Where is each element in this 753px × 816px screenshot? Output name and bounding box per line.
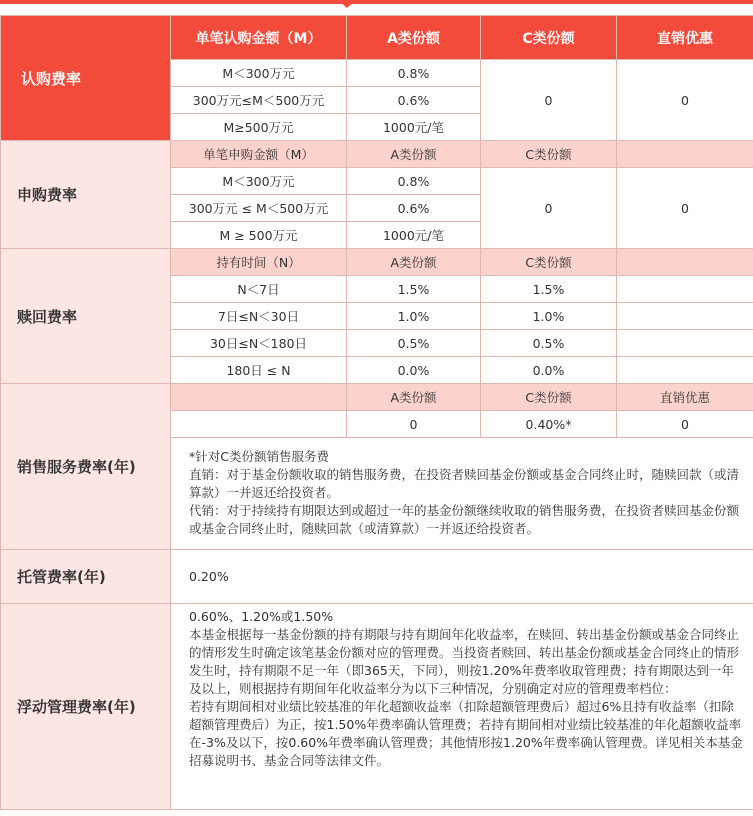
redemption-period: 7日≤N＜30日 [171, 303, 347, 330]
purchase-range: 300万元 ≤ M＜500万元 [171, 195, 347, 222]
sales-header-blank [171, 384, 347, 411]
redemption-header-period: 持有时间（N） [171, 249, 347, 276]
sales-blank [171, 411, 347, 438]
redemption-header-a: A类份额 [347, 249, 481, 276]
sales-c: 0.40%* [481, 411, 617, 438]
redemption-a: 1.5% [347, 276, 481, 303]
redemption-header-direct [617, 249, 753, 276]
top-accent-bar [0, 0, 753, 15]
header-direct: 直销优惠 [617, 16, 753, 60]
sales-note: 代销：对于持续持有期限达到或超过一年的基金份额继续收取的销售服务费，在投资者赎回基金份额或基金合同终止时，随赎回款（或清算款）一并返还给投资者。 [189, 503, 740, 536]
purchase-header-a: A类份额 [347, 141, 481, 168]
purchase-c: 0 [481, 168, 617, 249]
redemption-c: 1.5% [481, 276, 617, 303]
subscription-range: M≥500万元 [171, 114, 347, 141]
subscription-range: 300万元≤M＜500万元 [171, 87, 347, 114]
floating-mgmt-label: 浮动管理费率(年) [1, 604, 171, 810]
header-a-share: A类份额 [347, 16, 481, 60]
purchase-header-c: C类份额 [481, 141, 617, 168]
redemption-c: 0.5% [481, 330, 617, 357]
sales-note: 直销：对于基金份额收取的销售服务费，在投资者赎回基金份额或基金合同终止时，随赎回款（或清算款）一并返还给投资者。 [189, 467, 740, 500]
header-amount: 单笔认购金额（M） [171, 16, 347, 60]
redemption-header-c: C类份额 [481, 249, 617, 276]
custody-label: 托管费率(年) [1, 550, 171, 604]
redemption-c: 0.0% [481, 357, 617, 384]
purchase-direct: 0 [617, 168, 753, 249]
subscription-direct: 0 [617, 60, 753, 141]
purchase-range: M＜300万元 [171, 168, 347, 195]
top-accent-strip [0, 0, 753, 4]
sales-direct: 0 [617, 411, 753, 438]
redemption-a: 1.0% [347, 303, 481, 330]
redemption-direct [617, 276, 753, 303]
subscription-label: 认购费率 [1, 16, 171, 141]
header-c-share: C类份额 [481, 16, 617, 60]
purchase-a: 0.8% [347, 168, 481, 195]
purchase-a: 0.6% [347, 195, 481, 222]
redemption-period: 180日 ≤ N [171, 357, 347, 384]
floating-mgmt-line: 0.60%、1.20%或1.50% [189, 609, 334, 624]
redemption-a: 0.5% [347, 330, 481, 357]
redemption-direct [617, 303, 753, 330]
subscription-a: 0.6% [347, 87, 481, 114]
sales-note: *针对C类份额销售服务费 [189, 449, 329, 464]
redemption-label: 赎回费率 [1, 249, 171, 384]
top-accent-notch [338, 0, 356, 8]
floating-mgmt-text [171, 604, 753, 810]
redemption-direct [617, 330, 753, 357]
floating-mgmt-line: 本基金根据每一基金份额的持有期限与持有期间年化收益率，在赎回、转出基金份额或基金合同终止的情形发生时确定该笔基金份额对应的管理费。当投资者赎回、转出基金份额或基金合同终止的情形发生时，持有期限不足一年（即365天，下同），则按1.20%年费率收取管理费；持有期限达到一年及以上，则根据持有期间年化收益率分为以下三种情况，分别确定对应的管理费率档位： [189, 627, 740, 696]
purchase-header-direct [617, 141, 753, 168]
redemption-period: 30日≤N＜180日 [171, 330, 347, 357]
purchase-a: 1000元/笔 [347, 222, 481, 249]
floating-mgmt-line: 若持有期间相对业绩比较基准的年化超额收益率（扣除超额管理费后）超过6%且持有收益率（扣除超额管理费后）为正，按1.50%年费率确认管理费；若持有期间相对业绩比较基准的年化超额收益率在-3%及以下，按0.60%年费率确认管理费；其他情形按1.20%年费率确认管理费。详见相关本基金招募说明书、基金合同等法律文件。 [189, 699, 743, 768]
sales-a: 0 [347, 411, 481, 438]
sales-header-a: A类份额 [347, 384, 481, 411]
sales-service-notes [171, 438, 753, 550]
redemption-a: 0.0% [347, 357, 481, 384]
redemption-period: N＜7日 [171, 276, 347, 303]
subscription-a: 1000元/笔 [347, 114, 481, 141]
sales-header-direct: 直销优惠 [617, 384, 753, 411]
redemption-direct [617, 357, 753, 384]
fee-table [0, 15, 753, 810]
purchase-label: 申购费率 [1, 141, 171, 249]
custody-value: 0.20% [171, 550, 753, 604]
purchase-header-amount: 单笔申购金额（M） [171, 141, 347, 168]
purchase-range: M ≥ 500万元 [171, 222, 347, 249]
subscription-range: M＜300万元 [171, 60, 347, 87]
sales-service-label: 销售服务费率(年) [1, 384, 171, 550]
sales-header-c: C类份额 [481, 384, 617, 411]
subscription-c: 0 [481, 60, 617, 141]
subscription-a: 0.8% [347, 60, 481, 87]
redemption-c: 1.0% [481, 303, 617, 330]
